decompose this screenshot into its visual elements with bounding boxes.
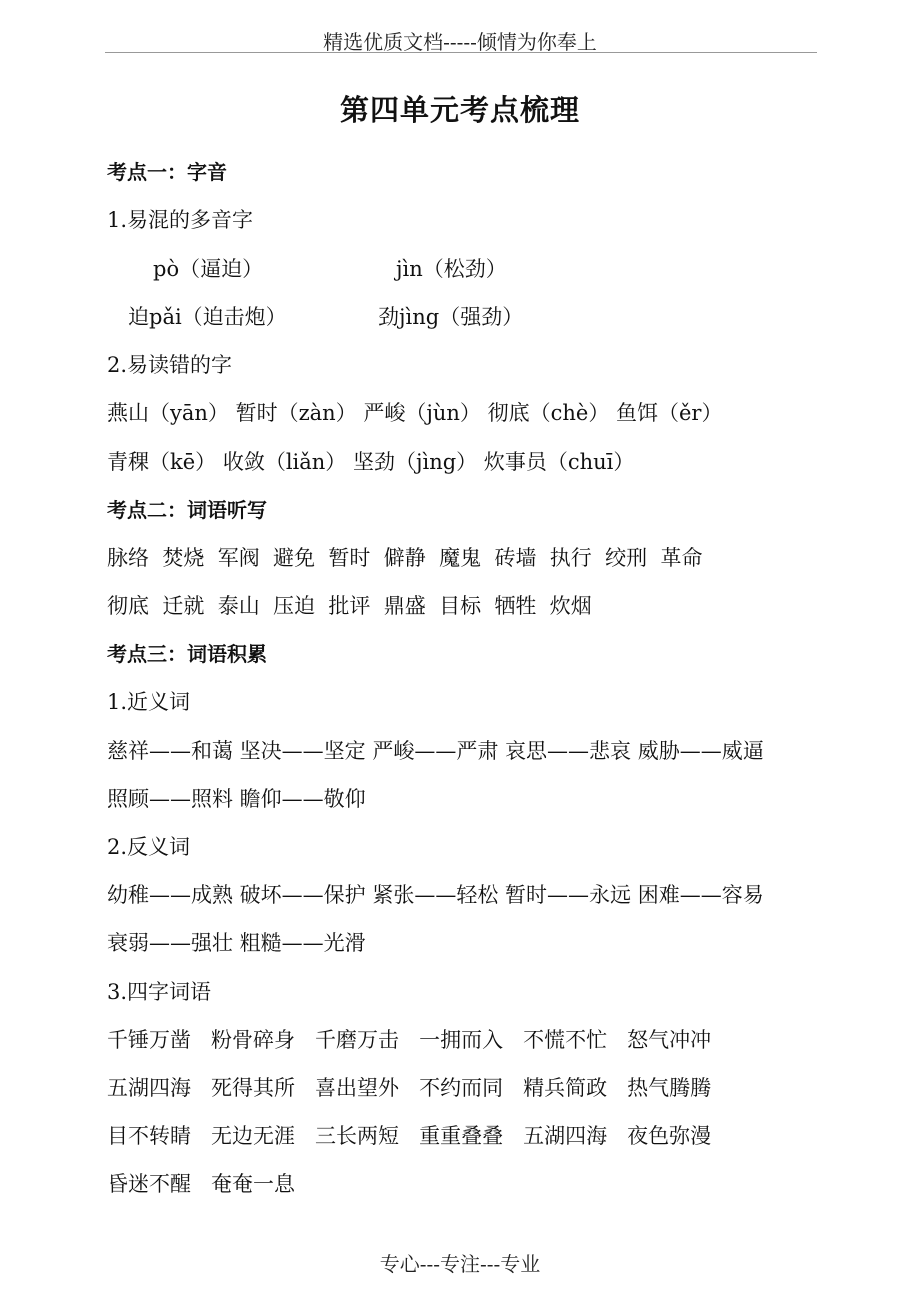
pinyin-entry: jìn（松劲）	[396, 257, 507, 281]
section-heading-2: 考点二：词语听写	[107, 498, 267, 522]
header-divider	[105, 52, 817, 53]
subsection-antonyms: 2.反义词	[107, 835, 191, 859]
page-header: 精选优质文档-----倾情为你奉上	[323, 30, 597, 54]
synonym-line: 照顾——照料 瞻仰——敬仰	[107, 787, 366, 811]
antonym-line: 衰弱——强壮 粗糙——光滑	[107, 931, 366, 955]
subsection-synonyms: 1.近义词	[107, 690, 191, 714]
document-title: 第四单元考点梳理	[339, 93, 580, 127]
idiom-line: 五湖四海 死得其所 喜出望外 不约而同 精兵简政 热气腾腾	[107, 1076, 712, 1100]
idiom-line: 目不转睛 无边无涯 三长两短 重重叠叠 五湖四海 夜色弥漫	[107, 1124, 712, 1148]
idiom-line: 昏迷不醒 奄奄一息	[107, 1172, 296, 1196]
misread-line: 燕山（yān） 暂时（zàn） 严峻（jùn） 彻底（chè） 鱼饵（ěr）	[107, 401, 723, 425]
dictation-line: 彻底 迁就 泰山 压迫 批评 鼎盛 目标 牺牲 炊烟	[107, 594, 592, 618]
section-heading-1: 考点一：字音	[107, 160, 227, 184]
pinyin-entry: pò（逼迫）	[153, 257, 264, 281]
pinyin-entry: 劲jìng（强劲）	[378, 305, 524, 329]
dictation-line: 脉络 焚烧 军阀 避免 暂时 僻静 魔鬼 砖墙 执行 绞刑 革命	[107, 546, 703, 570]
idiom-line: 千锤万凿 粉骨碎身 千磨万击 一拥而入 不慌不忙 怒气冲冲	[107, 1028, 712, 1052]
subsection-misread: 2.易读错的字	[107, 353, 233, 377]
section-heading-3: 考点三：词语积累	[107, 642, 267, 666]
subsection-idioms: 3.四字词语	[107, 980, 212, 1004]
pinyin-entry: 迫pǎi（迫击炮）	[128, 305, 287, 329]
page-footer: 专心---专注---专业	[379, 1252, 541, 1276]
synonym-line: 慈祥——和蔼 坚决——坚定 严峻——严肃 哀思——悲哀 威胁——威逼	[107, 739, 764, 763]
subsection-polyphones: 1.易混的多音字	[107, 208, 254, 232]
antonym-line: 幼稚——成熟 破坏——保护 紧张——轻松 暂时——永远 困难——容易	[107, 883, 764, 907]
misread-line: 青稞（kē） 收敛（liǎn） 坚劲（jìng） 炊事员（chuī）	[107, 450, 635, 474]
